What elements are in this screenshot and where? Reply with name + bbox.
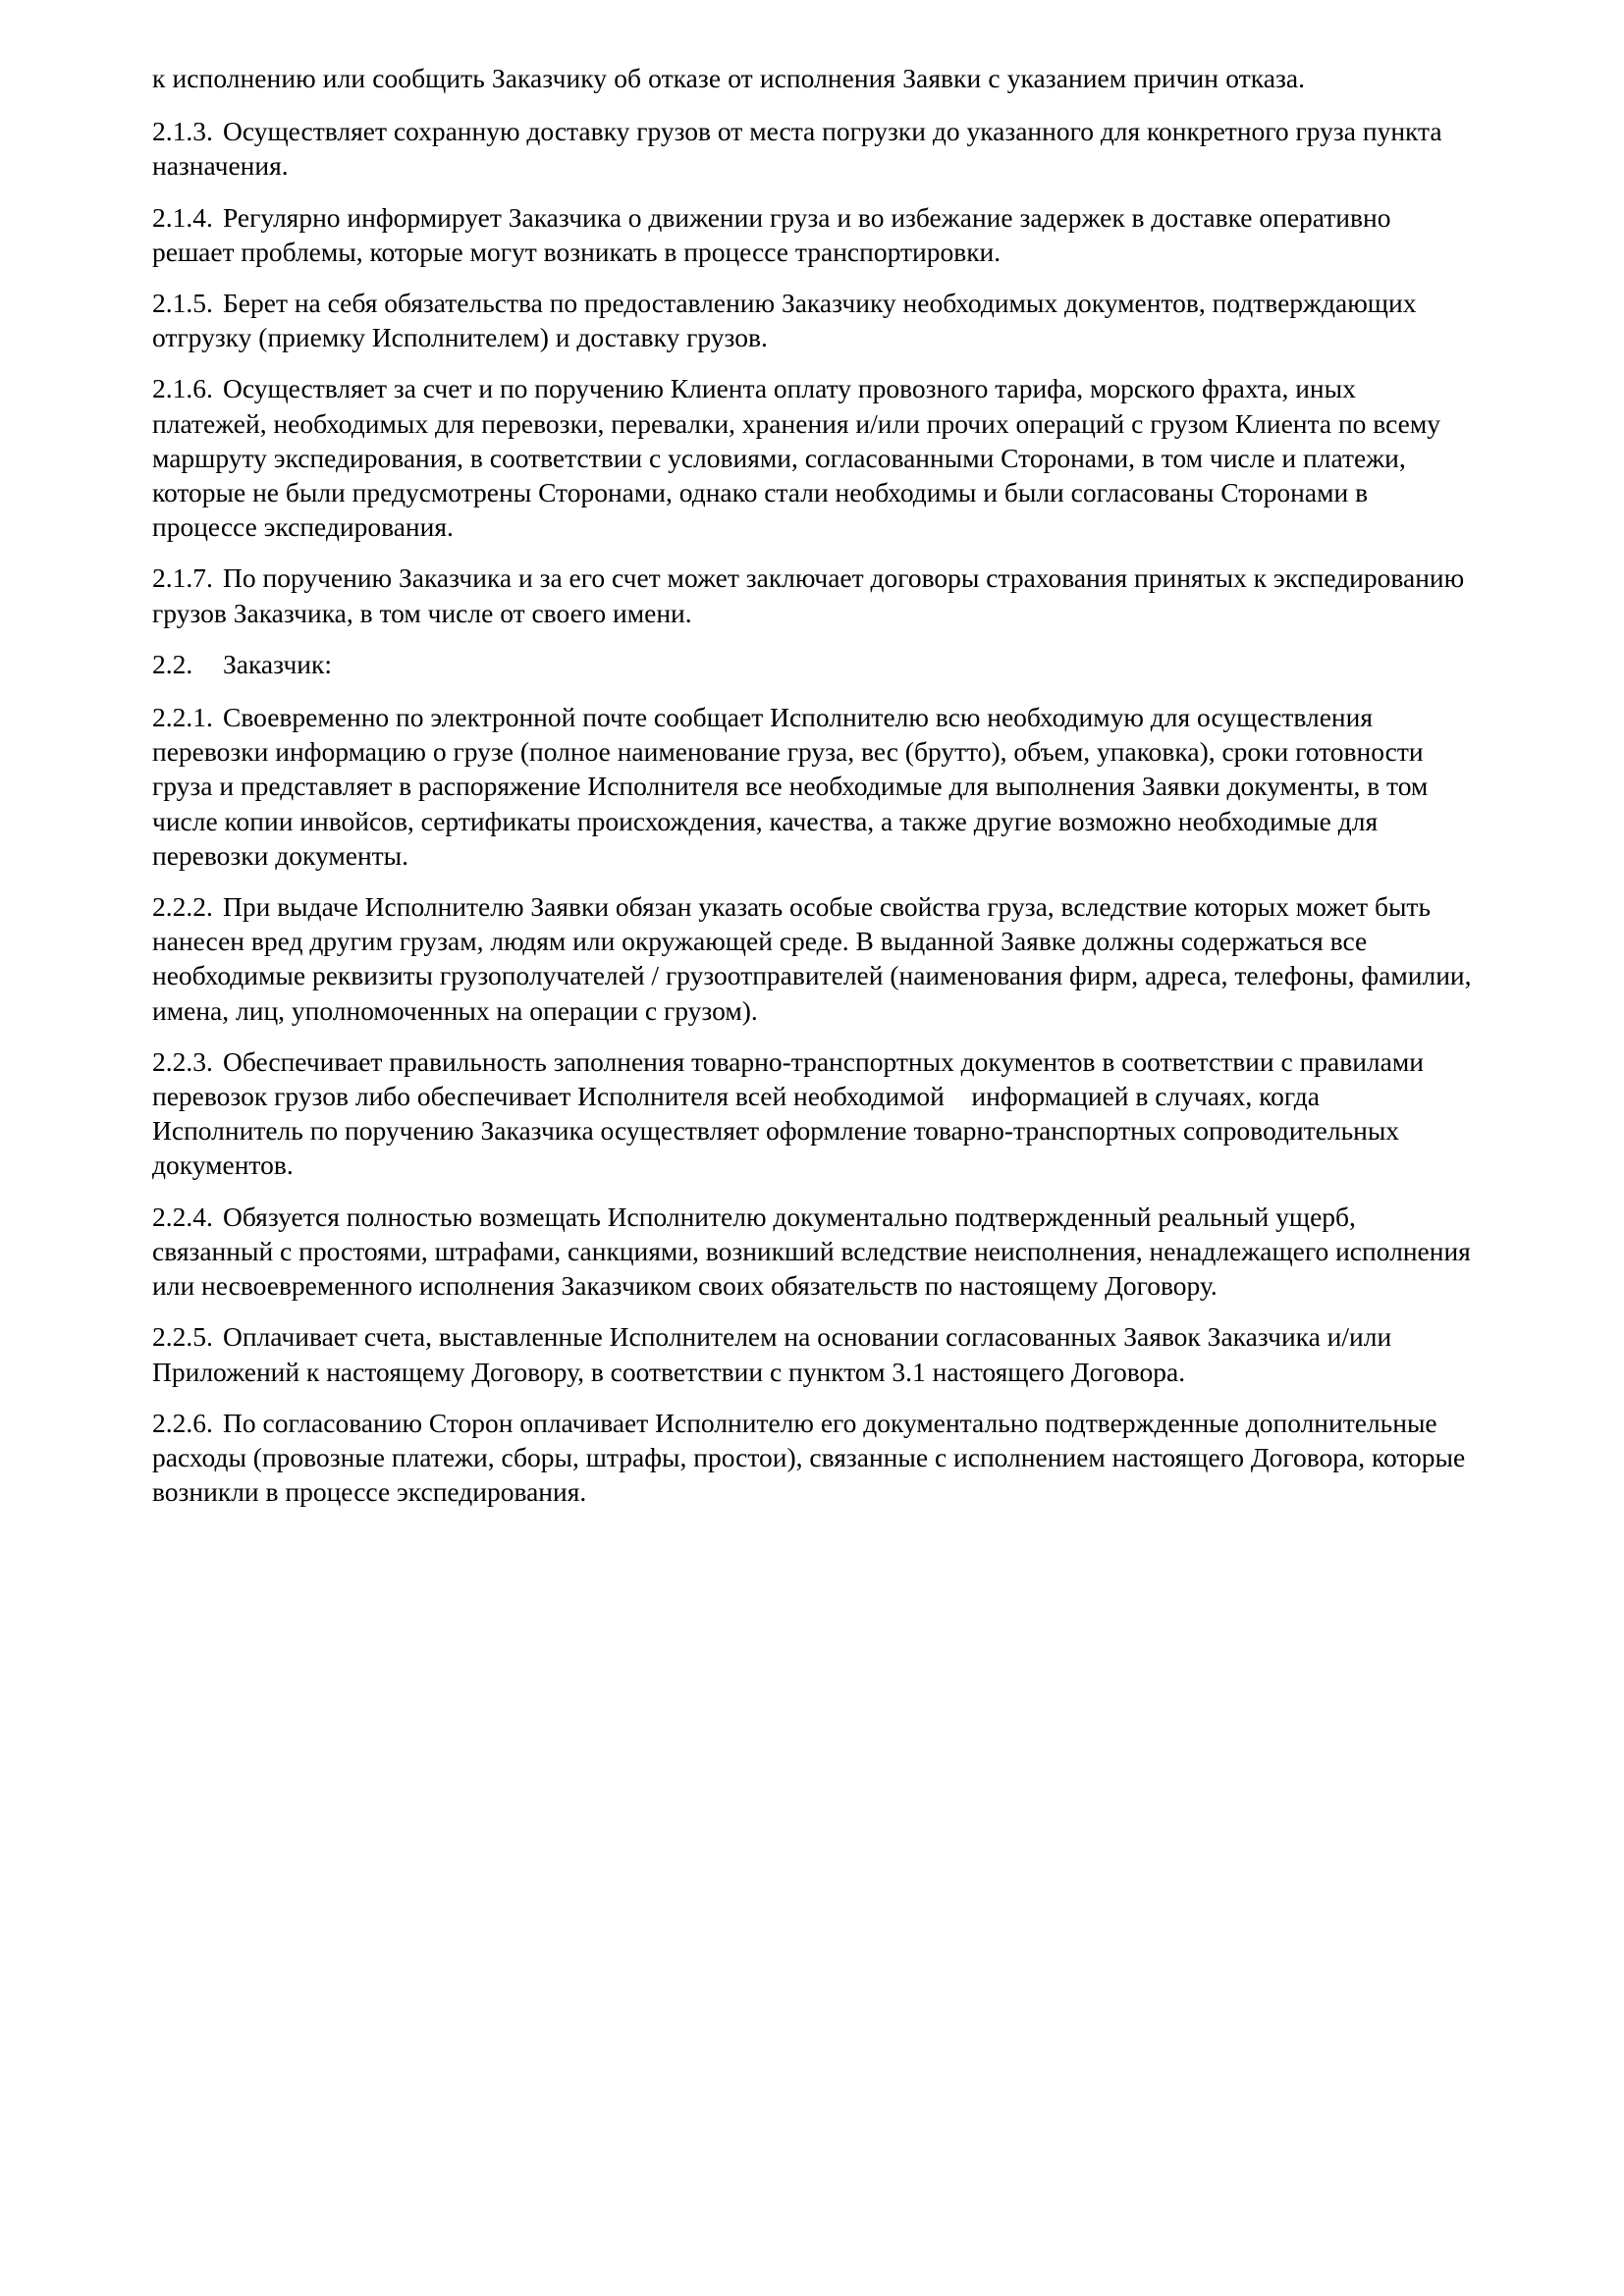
- paragraph-continuation-top: к исполнению или сообщить Заказчику об отказе от исполнения Заявки с указанием причин отказа.: [152, 63, 1306, 93]
- clause-2-1-3-text: Осуществляет сохранную доставку грузов от места погрузки до указанного для конкретного груза пункта назначения.: [152, 116, 1449, 182]
- clause-2-2-4-number: 2.2.4.: [152, 1201, 213, 1232]
- clause-2-2-2-number: 2.2.2.: [152, 891, 213, 923]
- clause-2-2-3-number: 2.2.3.: [152, 1045, 213, 1077]
- clause-2-1-6-number: 2.1.6.: [152, 373, 213, 404]
- clause-2-1-3-number: 2.1.3.: [152, 116, 213, 147]
- section-head-2-2-number: 2.2.: [152, 648, 193, 679]
- clause-2-1-3: [152, 114, 1476, 183]
- clause-2-2-2-text: При выдаче Исполнителю Заявки обязан указать особые свойства груза, вследствие которых может быть нанесен вред другим грузам, людям или окружающей среде. В выданной Заявке должны содержаться все необходимые реквизиты грузополучателей / грузоотправителей (наименования фирм, адреса, телефоны, фамилии, имена, лиц, уполномоченных на операции с грузом).: [152, 891, 1479, 1026]
- clause-2-1-5: [152, 286, 1476, 354]
- clause-2-2-3: [152, 1044, 1476, 1183]
- clause-2-2-4-text: Обязуется полностью возмещать Исполнителю документально подтвержденный реальный ущерб, связанный с простоями, штрафами, санкциями, возникший вследствие неисполнения, ненадлежащего исполнения или несвоевременного исполнения Заказчиком своих обязательств по настоящему Договору.: [152, 1201, 1478, 1302]
- page-text-body: [152, 61, 1479, 1525]
- clause-2-2-6-number: 2.2.6.: [152, 1407, 213, 1438]
- section-head-2-2: [152, 647, 1476, 681]
- clause-2-2-1-text: Своевременно по электронной почте сообщает Исполнителю всю необходимую для осуществления перевозки информацию о грузе (полное наименование груза, вес (брутто), объем, упаковка), сроки готовности груза и представляет в распоряжение Исполнителя все необходимые для выполнения Заявки документы, в том числе копии инвойсов, сертификаты происхождения, качества, а также другие возможно необходимые для перевозки документы.: [152, 702, 1435, 871]
- clause-2-1-5-text: Берет на себя обязательства по предоставлению Заказчику необходимых документов, подтверждающих отгрузку (приемку Исполнителем) и доставку грузов.: [152, 288, 1424, 353]
- clause-2-2-2: [152, 889, 1479, 1028]
- clause-2-1-7: [152, 561, 1476, 629]
- clause-2-1-4-text: Регулярно информирует Заказчика о движении груза и во избежание задержек в доставке оперативно решает проблемы, которые могут возникать в процессе транспортировки.: [152, 201, 1398, 267]
- clause-2-1-4-number: 2.1.4.: [152, 201, 213, 233]
- clause-2-2-4: [152, 1200, 1476, 1304]
- clause-2-1-4: [152, 200, 1476, 269]
- clause-2-2-6-text: По согласованию Сторон оплачивает Исполнителю его документально подтвержденные дополнительные расходы (провозные платежи, сборы, штрафы, простои), связанные с исполнением настоящего Договора, которые возникли в процессе экспедирования.: [152, 1407, 1473, 1508]
- clause-2-2-1-number: 2.2.1.: [152, 702, 213, 733]
- clause-2-1-6-text: Осуществляет за счет и по поручению Клиента оплату провозного тарифа, морского фрахта, иных платежей, необходимых для перевозки, перевалки, хранения и/или прочих операций с грузом Клиента по всему маршруту экспедирования, в соответствии с условиями, согласованными Сторонами, в том числе и платежи, которые не были предусмотрены Сторонами, однако стали необходимы и были согласованы Сторонами в процессе экспедирования.: [152, 373, 1447, 543]
- clause-2-2-6: [152, 1406, 1476, 1510]
- clause-2-2-1: [152, 700, 1476, 873]
- section-head-2-2-label: Заказчик:: [223, 648, 332, 679]
- clause-2-1-7-text: По поручению Заказчика и за его счет может заключает договоры страхования принятых к экспедированию грузов Заказчика, в том числе от своего имени.: [152, 562, 1472, 628]
- clause-2-1-6: [152, 371, 1476, 544]
- clause-2-1-7-number: 2.1.7.: [152, 562, 213, 594]
- clause-2-1-5-number: 2.1.5.: [152, 288, 213, 319]
- clause-2-2-5-text: Оплачивает счета, выставленные Исполнителем на основании согласованных Заявок Заказчика и/или Приложений к настоящему Договору, в соответствии с пунктом 3.1 настоящего Договора.: [152, 1321, 1399, 1387]
- clause-2-2-5-number: 2.2.5.: [152, 1321, 213, 1353]
- clause-2-2-3-text: Обеспечивает правильность заполнения товарно-транспортных документов в соответствии с правилами перевозок грузов либо обеспечивает Исполнителя всей необходимой информацией в случаях, когда Исполнитель по поручению Заказчика осуществляет оформление товарно-транспортных сопроводительных документов.: [152, 1045, 1431, 1181]
- clause-2-2-5: [152, 1319, 1476, 1388]
